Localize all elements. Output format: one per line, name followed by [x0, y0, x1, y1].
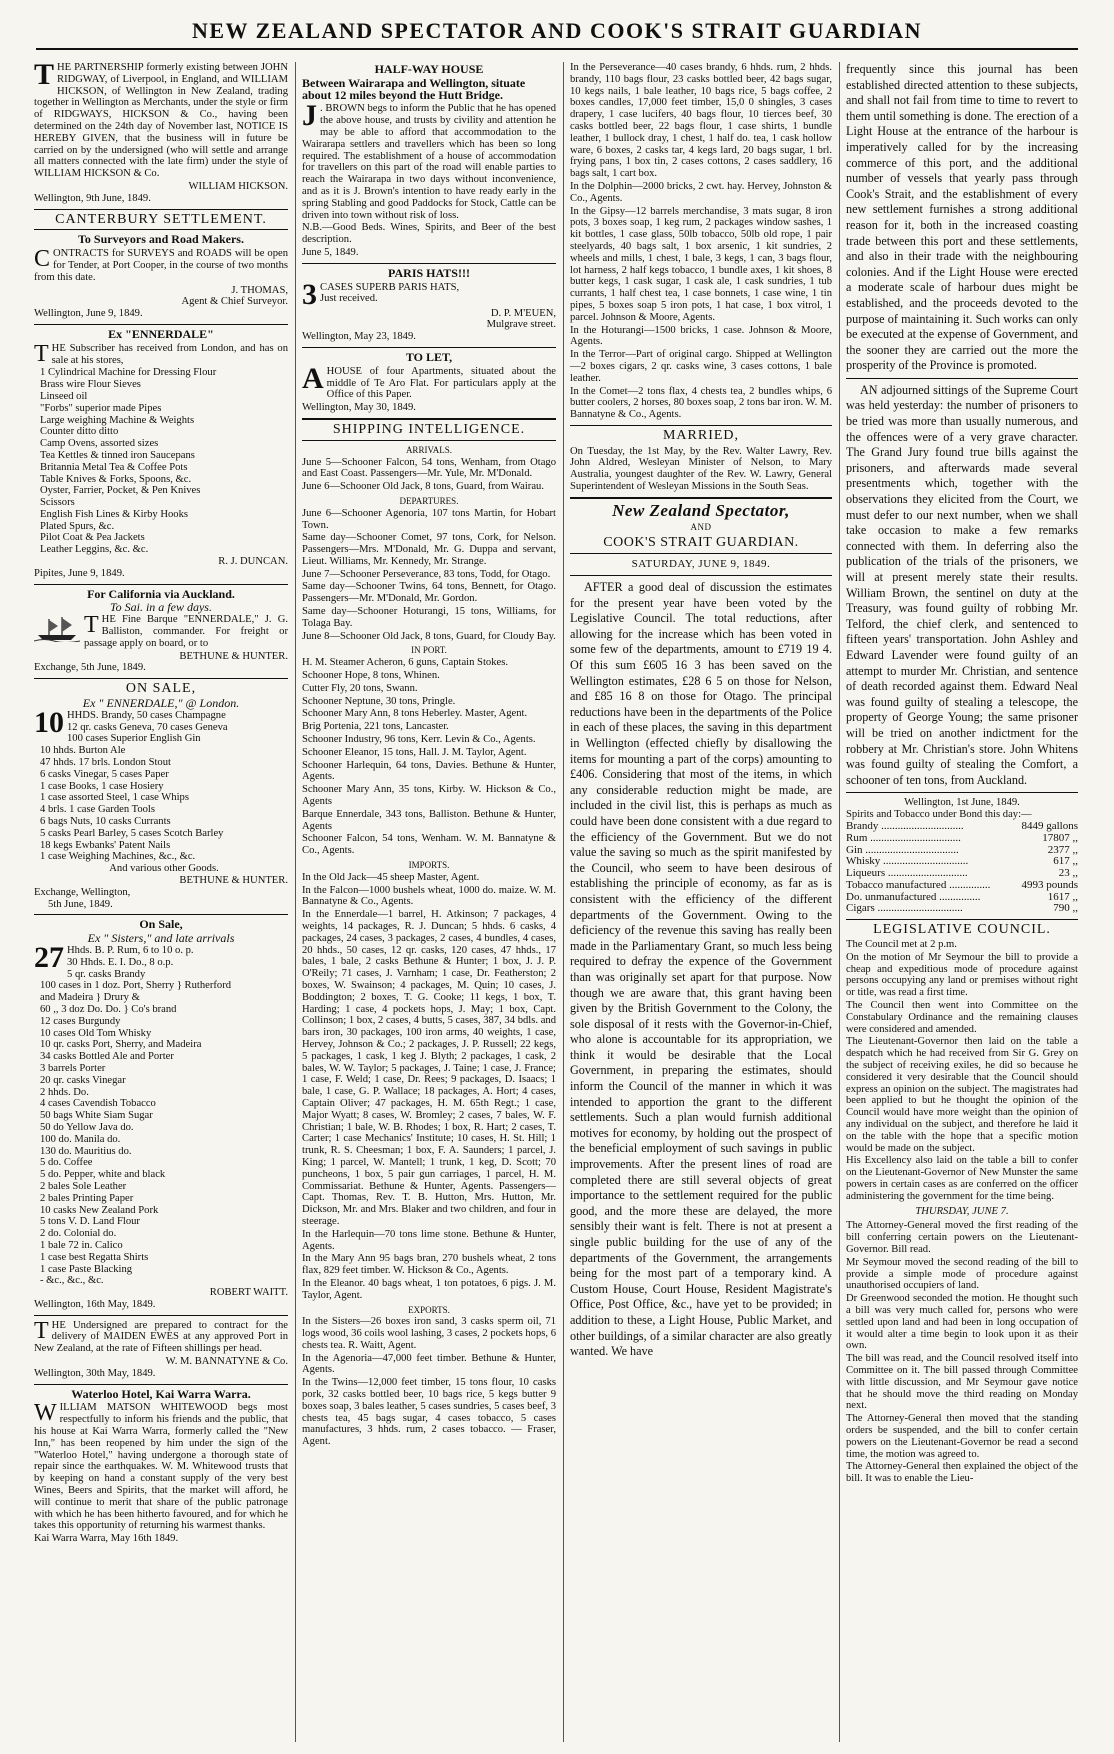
drop-cap: T [34, 340, 49, 367]
list-item: 10 hhds. Burton Ale [40, 745, 126, 757]
notice-text: . BROWN begs to inform the Public that he has opened the above house, and trusts by civility and attention he may be able to afford that accommodation to the Wairarapa settlers and travellers which has been so long required. The establishment of a house of accommodation for travellers on this part of the road will enable parties to reach the Wairarapa in two days without inconvenience, and as it is J. Brown's intention to have ready early in the spring Stabling and good Paddocks for Stock, Cattle can be driven into town without risk of loss. [302, 103, 556, 221]
list-item: Schooner Mary Ann, 8 tons Heberley. Master, Agent. [302, 708, 528, 720]
list-item: In the Sisters—26 boxes iron sand, 3 casks sperm oil, 71 logs wood, 36 coils wool lashing, 3 cases, 2 pockets hops, 6 chests tea. R. Waitt, Agent. [302, 1316, 556, 1351]
list-item: 3 barrels Porter [40, 1062, 106, 1074]
divider [34, 229, 288, 230]
onsale-notice [34, 683, 288, 910]
subhead: DEPARTURES. [399, 495, 459, 506]
list-item: 2 do. Colonial do. [40, 1228, 117, 1240]
section-subtitle: To Sai. in a few days. [110, 600, 212, 615]
subhead: ARRIVALS. [405, 444, 453, 455]
list-item: Leather Leggins, &c. &c. [40, 544, 149, 556]
list-item: 10 qr. casks Port, Sherry, and Madeira [40, 1039, 202, 1051]
section-subtitle: Ex " ENNERDALE," @ London. [82, 696, 240, 711]
subhead: THURSDAY, JUNE 7. [915, 1205, 1009, 1217]
canterbury-notice [34, 211, 288, 320]
list-item: Tea Kettles & tinned iron Saucepans [40, 449, 195, 461]
list-item: Scissors [40, 497, 75, 509]
list-item: 12 cases Burgundy [40, 1015, 121, 1027]
list-item: 10 casks New Zealand Pork [40, 1204, 159, 1216]
list-item: In the Eleanor. 40 bags wheat, 1 ton potatoes, 6 pigs. J. M. Taylor, Agent. [302, 1277, 556, 1301]
drop-cap: T [34, 62, 55, 91]
list-item: 50 bags White Siam Sugar [40, 1110, 153, 1122]
table-title: Spirits and Tobacco under Bond this day:— [846, 809, 1032, 821]
notice-text: ONTRACTS for SURVEYS and ROADS will be open for Tender, at Port Cooper, in the course of two months from this date. [34, 248, 288, 283]
goods-list [34, 940, 288, 1287]
table-cell: Gin .................................. [846, 843, 959, 856]
dateline: Wellington, June 9, 1849. [34, 308, 143, 320]
paragraph: On the motion of Mr Seymour the bill to provide a cheap and expeditious mode of procedure against persons occupying any land or premises without right or title, was read a first time. [846, 951, 1078, 999]
list-item: Table Knives & Forks, Spoons, &c. [40, 473, 192, 485]
list-item: In the Gipsy—12 barrels merchandise, 3 mats sugar, 8 iron pots, 3 boxes soap, 1 keg rum, 2 packages window sashes, 1 kit bottles, 1 case glass, 50lb tobacco, 50lb old rope, 1 pair steelyards, 40 bags salt, 1 box arsenic, 1 kit sundries, 2 wheels and mills, 1 chest, 1 bale, 3 kegs, 1 can, 3 bags flour, lot harness, 2 half kegs tobacco, 1 bundle axes, 1 kit shoes, 8 butter kegs, 1 cask sugar, 1 cask ale, 1 cask sundries, 1 tub currants, 1 half chest tea, 1 case bonnets, 1 case wine, 1 tin pipes, 5 boxes soap 5 iron pots, 1 hat case, 1 box vitrol, 1 parcel. Johnson & Moore, Agents. [570, 205, 832, 323]
list-item: 1 case Weighing Machines, &c., &c. [40, 851, 196, 863]
paragraph: The Attorney-General moved the first reading of the bill conferring certain powers on the Lieutenant-Governor. Bill read. [846, 1220, 1078, 1255]
goods-list [34, 367, 288, 556]
california-notice [34, 586, 288, 675]
divider [302, 347, 556, 348]
subhead: EXPORTS. [408, 1304, 450, 1315]
partnership-notice [34, 62, 288, 205]
list-item: In the Dolphin—2000 bricks, 2 cwt. hay. Hervey, Johnston & Co., Agents. [570, 180, 832, 204]
list-item: Barque Ennerdale, 343 tons, Balliston. Bethune & Hunter, Agents [302, 808, 556, 832]
notice-note: N.B.—Good Beds. Wines, Spirits, and Beer of the best description. [302, 222, 556, 246]
dateline: 5th June, 1849. [48, 898, 113, 910]
section-title: LEGISLATIVE COUNCIL. [873, 922, 1051, 938]
list-item: 1 case best Regatta Shirts [40, 1251, 149, 1263]
list-item: Pilot Coat & Pea Jackets [40, 532, 145, 544]
drop-cap: 10 [34, 705, 64, 739]
paragraph: The Attorney-General then explained the object of the bill. It was to enable the Lieu- [846, 1461, 1078, 1485]
sisters-notice [34, 919, 288, 1310]
list-item: and Madeira } Drury & [40, 992, 140, 1004]
divider [34, 584, 288, 585]
table-row [846, 833, 1078, 845]
divider [302, 263, 556, 264]
table-row [846, 880, 1078, 892]
ship-icon [34, 616, 80, 642]
list-item: English Fish Lines & Kirby Hooks [40, 508, 189, 520]
list-item: 2 bales Printing Paper [40, 1192, 134, 1204]
list-item: Oyster, Farrier, Pocket, & Pen Knives [40, 485, 201, 497]
section-title: Waterloo Hotel, Kai Warra Warra. [71, 1386, 251, 1401]
drop-cap: A [302, 361, 324, 395]
list-item: 5 tons V. D. Land Flour [40, 1216, 140, 1228]
paragraph: His Excellency also laid on the table a bill to confer on the Lieutenant-Governor of New Munster the same powers in certain cases as are conferred on the officer administering the government for the time being. [846, 1155, 1078, 1202]
list-item: 6 casks Vinegar, 5 cases Paper [40, 768, 169, 780]
list-item: "Forbs" superior made Pipes [40, 402, 162, 414]
list-item: 60 ,, 3 doz Do. Do. } Co's brand [40, 1003, 177, 1015]
notice-text: On Tuesday, the 1st May, by the Rev. Walter Lawry, Rev. John Aldred, Wesleyan Minister of Nelson, to Mary Australia, youngest daughter of the Rev. W. Lawry, General Superintendent of Wesleyan Missions in the South Seas. [570, 445, 832, 492]
dateline: Wellington, 1st June, 1849. [904, 797, 1020, 809]
paper-subtitle: COOK'S STRAIT GUARDIAN. [603, 534, 799, 550]
notice-text: HE Fine Barque "ENNERDALE," J. G. Balliston, commander. For freight or passage apply on board, or to [84, 614, 288, 649]
court-report [846, 383, 1078, 788]
table-cell: 17807 ,, [1042, 831, 1078, 844]
list-item: In the Perseverance—40 cases brandy, 6 hhds. rum, 2 hhds. brandy, 110 bags flour, 23 casks bottled beer, 42 bags sugar, 10 kegs nails, 1 bale leather, 10 bags rice, 5 bags coffee, 2 boxes candles, 17,000 feet timber, 15,0 0 shingles, 3 cases drapery, 1 case lucifers, 40 bags flour, 10 tierces beef, 30 casks bottled beer, 22 bags flour, 1 case shirts, 1 bundle leather, 1 bullock dray, 1 chest, 1 half do. tea, 1 cask hollow ware, 6 boxes, 2 casks tar, 4 kegs lard, 20 bags sugar, 1 brl. frying pans, 1 box tin, 2 cases cottons, 2 cases saddlery, 16 bags salt, 1 cart box. [570, 62, 832, 180]
signature: W. M. BANNATYNE & Co. [165, 1356, 288, 1368]
table-row [846, 903, 1078, 915]
section-title: ON SALE, [125, 681, 197, 697]
ennerdale-notice [34, 326, 288, 580]
drop-cap: T [84, 612, 99, 639]
list-item: In the Ennerdale—1 barrel, H. Atkinson; 7 packages, 4 weights, 14 packages, R. J. Duncan; 5 hhds. 6 casks, 4 packages, 24 cases, 3 packages, 2 cases, 4 bundles, 4 cases, 20 hhds., 50 cases, 12 qr. casks, 120 cases, 47 hhds., 17 bales, 1 bale, 2 casks Bethune & Hunter; 1 box, J. J. P. O'Reily; 71 cases, J. Varnham; 1 case, Dr. Featherston; 2 boxes, W. Swainson; 4 packages, M. Quin; 10 cases, J. Boddington; 2 boxes, T. G. Cooke; 11 kegs, 1 box, T. Harding; 1 case, 4 pockets hops, J. May; 1 box, Capt. Collinson; 1 box, 2 cases, 4 butts, 5 cases, 387, 34 bdls. and bars iron, 30 packages, 100 iron arms, 40 weights, 1 case, Hervey, Johnson & Co.; 2 packages, J. P. Russell; 22 kegs, 5 packages, 1 cask, 1 keg J. Blyth; 2 packages, 1 cask, 2 bales, W. W. Taylor; 5 packages, J. Taine; 1 case, J. France; 1 case, F. Weld; 1 case, Dr. Rees; 9 packages, D. Isaacs; 1 bale, 1 case, G. P. Wallace; 18 packages, A. Hort; 4 cases, Captain Oliver; 47 packages, H. M. 65th Regt.; 1 case, Major Wyatt; 8 cases, W. Bromley; 2 cases, 7 bales, W. F. Christian; 1 bale, W. B. Rhodes; 1 box, R. Hart; 2 cases, T. Carter; 1 case Mechanics' Institute; 10 cases, H. St. Hill; 1 trunk, R. S. Cheesman; 1 box, F. A. Saunders; 1 parcel, J. King; 1 parcel, W. Mantell; 1 trunk, 1 keg, D. Scott; 70 puncheons, 1 box, 5 pair gun carriages, 1 parcel, H. M. Commissariat. Bethune & Hunter, Agents. Passengers—Capt. Thomas, Rev. T. B. Hutton, Mrs. Hutton, Mr. Dickson, Mr. and Mrs. Blaker and two children, and four in steerage. [302, 909, 556, 1227]
editorial-continued [846, 62, 1078, 374]
list-item: 18 kegs Ewbanks' Patent Nails [40, 839, 171, 851]
list-item: 6 bags Nuts, 10 casks Currants [40, 816, 171, 828]
list-item: 30 Hhds. E. I. Do., 8 o.p. [67, 956, 174, 968]
column-rule [839, 62, 840, 1742]
dateline: Wellington, May 23, 1849. [302, 331, 416, 343]
list-item: 1 Cylindrical Machine for Dressing Flour [40, 367, 217, 379]
section-title: Ex "ENNERDALE" [108, 326, 214, 341]
divider [34, 324, 288, 325]
list-item: Schooner Eleanor, 15 tons, Hall. J. M. Taylor, Agent. [302, 746, 527, 758]
section-title: PARIS HATS!!! [388, 265, 470, 280]
drop-cap: J [302, 99, 317, 133]
list-item: 10 cases Old Tom Whisky [40, 1027, 152, 1039]
section-subtitle: To Surveyors and Road Makers. [78, 232, 244, 247]
table-cell: Brandy .............................. [846, 819, 964, 832]
table-cell: 790 ,, [1053, 902, 1078, 915]
divider [570, 553, 832, 554]
list-item: Camp Ovens, assorted sizes [40, 438, 159, 450]
list-item: June 8—Schooner Old Jack, 8 tons, Guard, for Cloudy Bay. [302, 630, 556, 642]
list-item: 130 do. Mauritius do. [40, 1145, 132, 1157]
table-cell: Cigars ............................... [846, 902, 963, 915]
list-item: June 6—Schooner Old Jack, 8 tons, Guard, from Wairau. [302, 481, 544, 493]
dateline: Wellington, 16th May, 1849. [34, 1298, 156, 1310]
list-item: 1 case Paste Blacking [40, 1263, 133, 1275]
subhead: IN PORT. [411, 645, 447, 656]
to-let-notice [302, 349, 556, 414]
paris-hats-notice [302, 265, 556, 343]
divider [570, 575, 832, 576]
list-item: In the Comet—2 tons flax, 4 chests tea, 2 bundles whips, 6 butter coolers, 2 horses, 80 boxes soap, 2 tons bar iron. W. M. Bannatyne & Co., Agents. [570, 385, 832, 421]
section-title: HALF-WAY HOUSE [374, 62, 484, 76]
list-item: H. M. Steamer Acheron, 6 guns, Captain Stokes. [302, 657, 508, 669]
table-cell: Rum ................................. [846, 831, 961, 844]
table-cell: 23 ,, [1058, 867, 1078, 880]
notice-text: HOUSE of four Apartments, situated about the middle of Te Aro Flat. For particulars apply at the Office of this Paper. [326, 365, 556, 401]
legislative-council [846, 924, 1078, 1485]
drop-cap: 3 [302, 277, 317, 311]
article-text: AFTER a good deal of discussion the estimates for the present year have been voted by the Legislative Council. The total reductions, after allowing for the increase which has been voted in some few of the departments, amount to £719 19 4. Of this sum £605 16 3 has been saved on the Wellington estimates, £28 6 5 on those for Nelson, and £85 16 8 on those for Otago. The principal reductions have been in the departments of the Police in each of these places, the saving in this department in Wellington (effected chiefly by disallowing the items for mounting a part of the corps) amounting to £406. Considering that most of the items, in which any considerable reduction might be made, are included in the civil list, this is perhaps as much as could have been done consistent with a due regard to the efficiency of the Government. But we do not value the saving so much as the spirit manifested by the Council, who seem to have been desirous of establishing the principle of economy, as far as is consistent with the efficiency of the different departments of the Government. Owing to the deficiency of the revenue this saving has really been made in the Parliamentary Grant, so much less being required to defray the expence of the Government than was originally set apart for that purpose. Now though we are aware that, this grant having been given by the British Government to the Colony, the sole disposal of it rests with the Governor-in-Chief, who alone is accountable for its appropriation, we think it would be desirable that the Local Government, in preparing the estimates, should inform the Council of the manner in which it was intended to apportion the grant to the different settlements. Such a plan would furnish additional motives for economy, by holding out the prospect of the beneficial employment of such savings in public improvements. After the present lines of road are completed there are still several objects of great importance to the settlement required for the public good, and the more these are delayed, the more sensibly their want is felt. There is not at present a single public building for the use of any of the departments of the Government, the arrangements being for the most part of a temporary kind. A Custom House, Court House, Resident Magistrate's Office, Post Office, &c., have yet to be provided; in addition to these, a Light House, Public Market, and other buildings, of a similar character are also greatly wanted. We have [570, 580, 832, 1359]
paper-title-and: AND [690, 522, 712, 533]
table-cell: 4993 pounds [1021, 878, 1078, 891]
table-cell: Tobacco manufactured ............... [846, 878, 991, 891]
list-item: Schooner Harlequin, 64 tons, Davies. Bethune & Hunter, Agents. [302, 759, 556, 783]
table-cell: 617 ,, [1053, 855, 1078, 868]
paragraph: Dr Greenwood seconded the motion. He thought such a bill was very much called for, persons who were settled upon land and had been in long occupation of it would alter a time begin to look upon it as their own. [846, 1293, 1078, 1352]
waterloo-notice [34, 1386, 288, 1545]
dateline: June 5, 1849. [302, 246, 359, 258]
divider [34, 914, 288, 915]
list-item: Plated Spurs, &c. [40, 520, 115, 532]
paragraph: Mr Seymour moved the second reading of the bill to provide a simple mode of procedure against unauthorised occupiers of land. [846, 1256, 1078, 1292]
column-3 [566, 62, 836, 1742]
list-item: Schooner Hope, 8 tons, Whinen. [302, 670, 440, 682]
drop-cap: 27 [34, 940, 64, 974]
list-item: In the Agenoria—47,000 feet timber. Bethune & Hunter, Agents. [302, 1352, 556, 1376]
section-title: For California via Auckland. [87, 586, 235, 601]
list-item: In the Harlequin—70 tons lime stone. Bethune & Hunter, Agents. [302, 1228, 556, 1252]
list-item: Schooner Neptune, 30 tons, Pringle. [302, 695, 456, 707]
column-rule [295, 62, 296, 1742]
table-cell: 1617 ,, [1047, 890, 1078, 903]
section-title: MARRIED, [662, 427, 740, 443]
notice-text: CASES SUPERB PARIS HATS, [320, 281, 460, 293]
list-item: 100 do. Manila do. [40, 1133, 121, 1145]
divider [570, 425, 832, 426]
list-item: Same day—Schooner Comet, 97 tons, Cork, for Nelson. Passengers—Mrs. M'Donald, Mr. G. Duppa and servant, Lieut. Williams, Mr. Kennedy, Mr. Strange. [302, 532, 556, 567]
dateline: Exchange, Wellington, [34, 886, 131, 898]
signature: ROBERT WAITT. [209, 1287, 288, 1299]
dateline: SATURDAY, JUNE 9, 1849. [631, 558, 771, 571]
list-item: 2 hhds. Do. [40, 1086, 89, 1098]
list-item: 12 qr. casks Geneva, 70 cases Geneva [67, 721, 228, 733]
list-item: In the Hoturangi—1500 bricks, 1 case. Johnson & Moore, Agents. [570, 324, 832, 348]
paper-title: New Zealand Spectator, [612, 500, 790, 520]
dateline: Exchange, 5th June, 1849. [34, 662, 146, 674]
paragraph: The Lieutenant-Governor then laid on the table a despatch which he had received from Sir G. Grey on the subject of receiving exiles, he did so because he considered it very desirable that the Council should express an opinion on the subject. The magistrates had been applied to but he thought the opinion of the Council would have more weight than the opinion of any individual on the subject, and therefore he laid it on the table with the hope that a specific motion would be made on the subject. [846, 1036, 1078, 1154]
article-text: frequently since this journal has been established directed attention to these subjects, and shall not fail from time to time to revert to them until something is done. The erection of a Light House at the entrance of the harbour is imperatively called for by the increasing commerce of this port, and the additional number of vessels that yearly pass through Cook's Strait, and the establishment of every new settlement furnishes a strong additional reason for it, both in the increased coasting trade between this port and these settlements, and also in their trade with the neighbouring colonies. And if the Light House were erected a moderate scale of harbour dues might be established, and the proceeds devoted to the purpose of maintaining it. Such works can only be executed at the expense of Government, and the sooner they are carried out the more the prosperity of the Province is promoted. [846, 62, 1078, 373]
list-item: 1 case Books, 1 case Hosiery [40, 780, 164, 792]
list-item: 20 qr. casks Vinegar [40, 1074, 126, 1086]
signature: WILLIAM HICKSON. [188, 180, 288, 192]
list-item: 1 case assorted Steel, 1 case Whips [40, 792, 189, 804]
list-item: 2 bales Sole Leather [40, 1180, 127, 1192]
dateline: Wellington, 30th May, 1849. [34, 1367, 156, 1379]
list-item: Same day—Schooner Twins, 64 tons, Bennett, for Otago. Passengers—Mr. M'Donald, Mr. Gordon. [302, 581, 556, 605]
paragraph: The Council met at 2 p.m. [846, 939, 957, 951]
divider [34, 1384, 288, 1385]
signature: BETHUNE & HUNTER. [179, 875, 288, 886]
columns [30, 62, 1082, 1742]
list-item: 5 qr. casks Brandy [67, 968, 146, 980]
article-text: AN adjourned sittings of the Supreme Court was held yesterday: the number of prisoners to be tried was more than usually numerous, and the offences were of a very grave character. The Grand Jury found true bills against the prisoners, and afterwards made several presentments which, together with the observations they elicited from the Court, we must defer to our next number, when we shall take occasion to make a few remarks connected with them. In deferring also the publication of the trials of the prisoners, we will at present merely state their results. William Brown, the sentinel on duty at the Treasury, was found guilty of robbing Mr. Telford, the chief clerk, and sentenced to fifteen years' transportation. John Ashley and Edward Lavender were found guilty of an attempt to murder Mr. Christian, and sentence of death recorded against them. Edward Neal was found guilty of stealing a telescope, the property of George Young; the same prisoner will be tried on another indictment for the robbery at Mr. Christian's store. John Whitens was found guilty of stealing the Comfort, a schooner of ten tons, from Auckland. [846, 382, 1078, 787]
column-1 [30, 62, 292, 1742]
divider [34, 678, 288, 679]
list-item: Schooner Industry, 96 tons, Kerr. Levin & Co., Agents. [302, 734, 536, 746]
signature-address: Mulgrave street. [486, 319, 556, 331]
list-item: In the Old Jack—45 sheep Master, Agent. [302, 871, 480, 883]
section-title: On Sale, [139, 917, 183, 932]
drop-cap: C [34, 246, 51, 273]
list-item: - &c., &c., &c. [40, 1275, 104, 1287]
list-item: 5 do. Coffee [40, 1157, 93, 1169]
list-item: 5 do. Pepper, white and black [40, 1169, 166, 1181]
divider [302, 418, 556, 420]
list-item: And various other Goods. [109, 863, 219, 875]
notice-text: HE Subscriber has received from London, and has on sale at his stores, [51, 342, 288, 366]
signature: BETHUNE & HUNTER. [179, 650, 288, 662]
signature: R. J. DUNCAN. [218, 556, 288, 568]
section-title: CANTERBURY SETTLEMENT. [55, 211, 267, 227]
subhead: IMPORTS. [408, 860, 450, 871]
paragraph: The Attorney-General then moved that the standing orders be suspended, and the bill to confer certain powers on the Lieutenant-Governor be read a second time, the motion was agreed to. [846, 1413, 1078, 1460]
dateline: Wellington, May 30, 1849. [302, 402, 416, 414]
halfway-house-notice [302, 64, 556, 259]
divider [34, 209, 288, 210]
bond-table [846, 797, 1078, 915]
notice-text: ILLIAM MATSON WHITEWOOD begs most respectfully to inform his friends and the public, that his house at Kai Warra Warra, formerly called the "New Inn," has been reopened by him under the sign of the "Waterloo Hotel," having undergone a thorough state of repair since the earthquakes. W. M. Whitewood trusts that by keeping on hand a constant supply of the very best Wines, Beers and Spirits, that the market will afford, he will continue to merit that share of the public patronage with which he has been hitherto favoured, and for which he takes this opportunity of returning his warmest thanks. [34, 1402, 288, 1532]
column-2 [298, 62, 560, 1742]
paragraph: The Council then went into Committee on the Constabulary Ordinance and the remaining clauses were considered and amended. [846, 1000, 1078, 1035]
dateline: Kai Warra Warra, May 16th 1849. [34, 1533, 179, 1545]
list-item: 5 casks Pearl Barley, 5 cases Scotch Barley [40, 827, 224, 839]
divider [846, 919, 1078, 920]
divider [846, 378, 1078, 379]
table-cell: 2377 ,, [1047, 843, 1078, 856]
list-item: 100 cases Superior English Gin [67, 733, 201, 745]
drop-cap: T [34, 1317, 49, 1344]
notice-text: Just received. [320, 293, 378, 305]
divider [34, 1315, 288, 1316]
list-item: 100 cases in 1 doz. Port, Sherry } Rutherford [40, 980, 232, 992]
list-item: Cutter Fly, 20 tons, Swann. [302, 682, 418, 694]
divider [302, 440, 556, 441]
section-title: TO LET, [405, 349, 453, 364]
list-item: 50 do Yellow Java do. [40, 1121, 134, 1133]
table-cell: Liqueurs ............................. [846, 867, 968, 880]
goods-list [34, 705, 288, 875]
list-item: Schooner Falcon, 54 tons, Wenham. W. M. Bannatyne & Co., Agents. [302, 833, 556, 857]
section-subtitle: Ex " Sisters," and late arrivals [87, 931, 235, 946]
list-item: Linseed oil [40, 390, 88, 402]
list-item: Large weighing Machine & Weights [40, 414, 195, 426]
section-subtitle: Between Wairarapa and Wellington, situate about 12 miles beyond the Hutt Bridge. [302, 75, 526, 102]
notice-text: HE PARTNERSHIP formerly existing between JOHN RIDGWAY, of Liverpool, in England, and WILLIAM HICKSON, of Wellington in New Zealand, trading together in Wellington as Merchants, under the style or firm of RIDGWAYS, HICKSON & Co., having been determined on the 24th day of November last, NOTICE IS HEREBY GIVEN, that the business will in future be carried on by the undersigned (who will settle and arrange all matters connected with the late firm) under the style of WILLIAM HICKSON & Co. [34, 62, 288, 180]
section-title: SHIPPING INTELLIGENCE. [332, 421, 526, 437]
list-item: 4 brls. 1 case Garden Tools [40, 804, 155, 816]
divider [846, 792, 1078, 793]
ewes-notice [34, 1317, 288, 1380]
table-cell: Whisky ............................... [846, 855, 969, 868]
list-item: 1 bale 72 in. Calico [40, 1239, 123, 1251]
signature: J. THOMAS, [231, 284, 288, 296]
list-item: Brass wire Flour Sieves [40, 379, 141, 391]
table-row [846, 821, 1078, 833]
notice-text: HE Undersigned are prepared to contract for the delivery of MAIDEN EWES at any approved Port in New Zealand, at the rate of Fifteen shillings per head. [34, 1319, 288, 1355]
signature-title: Agent & Chief Surveyor. [181, 296, 288, 308]
table-cell: Do. unmanufactured ............... [846, 890, 981, 903]
drop-cap: W [34, 1400, 57, 1427]
list-item: Britannia Metal Tea & Coffee Pots [40, 461, 188, 473]
dateline: Pipites, June 9, 1849. [34, 567, 125, 579]
list-item: Brig Portenia, 221 tons, Lancaster. [302, 721, 449, 733]
list-item: HHDS. Brandy, 50 cases Champagne [67, 709, 226, 721]
list-item: Same day—Schooner Hoturangi, 15 tons, Williams, for Tolaga Bay. [302, 606, 556, 629]
signature: D. P. M'EUEN, [490, 307, 556, 319]
divider [570, 497, 832, 499]
list-item: June 6—Schooner Agenoria, 107 tons Martin, for Hobart Town. [302, 507, 556, 531]
column-4 [842, 62, 1082, 1742]
dateline: Wellington, 9th June, 1849. [34, 192, 151, 204]
editorial-article [570, 580, 832, 1360]
paragraph: The bill was read, and the Council resolved itself into Committee on it. The bill passed through Committee with little discussion, and Mr Seymour gave notice that he should move the third reading on Monday next. [846, 1353, 1078, 1412]
shipping-intelligence [302, 421, 556, 1448]
list-item: In the Falcon—1000 bushels wheat, 1000 do. maize. W. M. Bannatyne & Co., Agents. [302, 884, 556, 908]
list-item: June 5—Schooner Falcon, 54 tons, Wenham, from Otago and East Coast. Passengers—Mr. Yule, Mr. M'Donald. [302, 456, 556, 480]
list-item: In the Terror—Part of original cargo. Shipped at Wellington—2 boxes cigars, 2 qr. casks wine, 3 cases cottons, 1 bale leather. [570, 349, 832, 384]
list-item: In the Twins—12,000 feet timber, 15 tons flour, 10 casks pork, 32 casks bottled beer, 10 bags rice, 5 kegs butter 9 boxes soap, 3 bales leather, 5 cases sundries, 5 cases beef, 3 chests tea, 45 bags sugar, 4 cases tobacco, 5 cases manufactures, 3 hhds. rum, 2 cases tobacco. — Fraser, Agent. [302, 1377, 556, 1448]
list-item: June 7—Schooner Perseverance, 83 tons, Todd, for Otago. [302, 568, 551, 580]
table-cell: 8449 gallons [1021, 819, 1078, 832]
list-item: In the Mary Ann 95 bags bran, 270 bushels wheat, 2 tons flax, 829 feet timber. W. Hickson & Co., Agents. [302, 1253, 556, 1277]
list-item: 34 casks Bottled Ale and Porter [40, 1051, 174, 1063]
list-item: Counter ditto ditto [40, 426, 119, 438]
column-rule [563, 62, 564, 1742]
list-item: 4 cases Cavendish Tobacco [40, 1098, 156, 1110]
list-item: Hhds. B. P. Rum, 6 to 10 o. p. [67, 944, 194, 956]
cargo-list [570, 62, 832, 421]
list-item: 47 hhds. 17 brls. London Stout [40, 757, 171, 769]
masthead: NEW ZEALAND SPECTATOR AND COOK'S STRAIT GUARDIAN [36, 16, 1078, 50]
list-item: Schooner Mary Ann, 35 tons, Kirby. W. Hickson & Co., Agents [302, 784, 556, 808]
